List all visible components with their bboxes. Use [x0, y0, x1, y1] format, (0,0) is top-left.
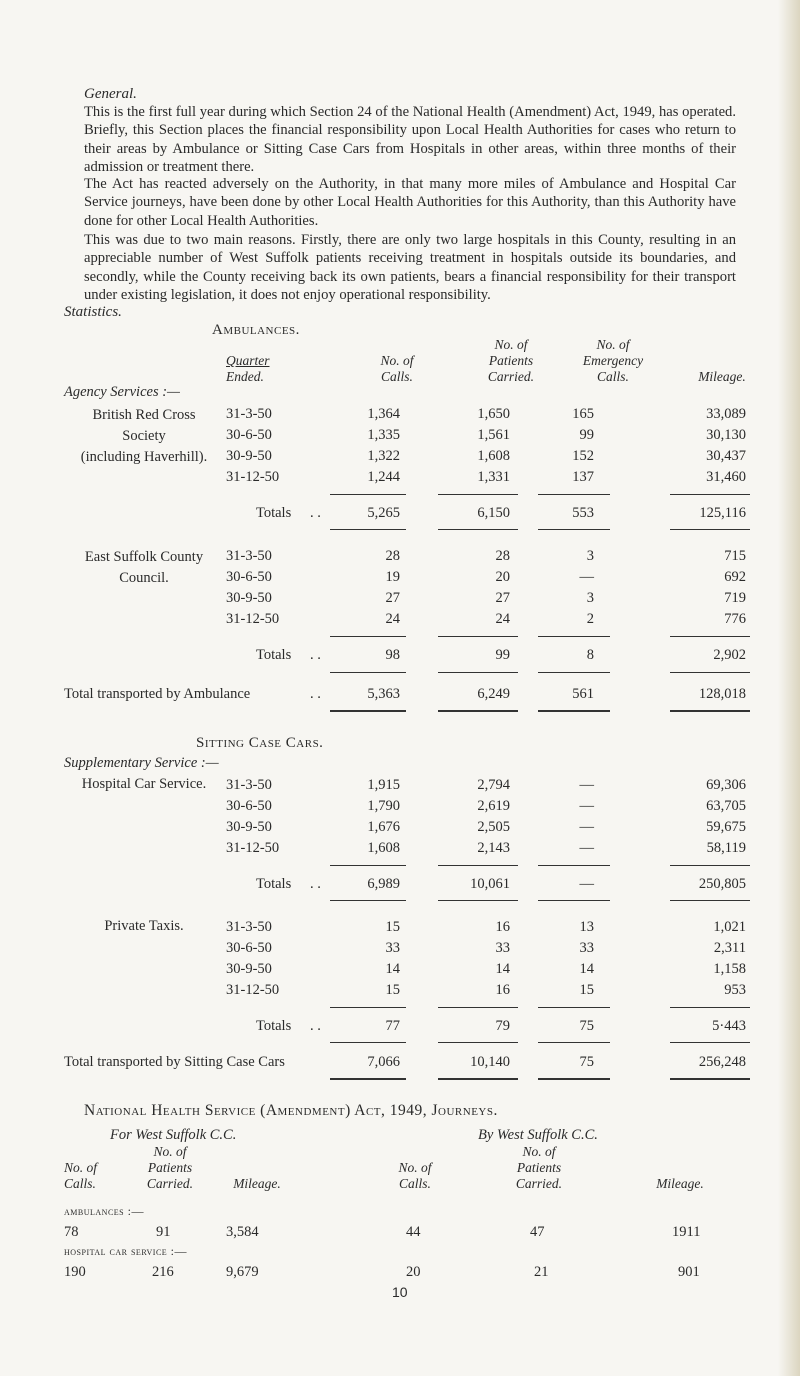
header-calls: No. of Calls.	[380, 353, 414, 384]
group-label-red-cross: British Red Cross Society (including Haverhill).	[80, 407, 208, 465]
header-quarter: Quarter Ended.	[226, 353, 270, 384]
by-west-suffolk-label: By West Suffolk C.C.	[478, 1127, 598, 1143]
nhs-title: National Health Service (Amendment) Act, 1949, Journeys.	[84, 1102, 498, 1119]
statistics-heading: Statistics.	[64, 304, 122, 320]
ambulances-sub-label: ambulances :—	[64, 1204, 144, 1218]
sum-rule	[330, 529, 406, 530]
nhs-header-calls-by: No. of Calls.	[398, 1160, 432, 1191]
sum-rule	[330, 710, 406, 712]
sum-rule	[538, 494, 610, 495]
page-number: 10	[392, 1284, 408, 1300]
sum-rule	[670, 636, 750, 637]
paragraph-1: This is the first full year during which Section 24 of the National Health (Amendment) Act, 1949, has operated. Briefly, this Section places the financial responsibility upon Local Health Authorities for cases who return to their areas by Ambulance or Sitting Case Cars from Hospitals in other areas, within three months of their admission or treatment there.	[84, 104, 736, 176]
header-mileage: Mileage.	[698, 369, 746, 384]
sum-rule	[670, 494, 750, 495]
nhs-header-patients-for: No. of Patients Carried.	[146, 1144, 194, 1191]
document-page: General. This is the first full year during which Section 24 of the National Health (Amendment) Act, 1949, has operated. Briefly, this Section places the financial responsibility upon Local Health Authorities for cases who return to their areas by Ambulance or Sitting Case Cars from Hospitals in other areas, within three months of their admission or treatment there. The Act has reacted adversely on the Authority, in that many more miles of Ambulance and Hospital Car Service journeys, have been done by other Local Health Authorities for this Authority, than this Authority have done for other Local Health Authorities. This was due to two main reasons. Firstly, there are only two large hospitals in this County, resulting in an appreciable number of West Suffolk patients receiving treatment in hospitals outside its boundaries, and secondly, while the County receiving back its own patients, bears a financial responsibility for their transport under existing legislation, it does not enjoy operational responsibility. Statistics. Ambulances. Quarter Ended. No. of Calls. No. of Patients Carried. No. of Emergency Calls. Mileage. Agency Services :— British Red Cross Society (including Haverhill). 31-3-50 1,364 1,650 165 33,089 30-6-50 1,335 1,561 99 30,130 30-9-50 1,322 1,608 152 30,437 31-12-50 1,244 1,331 137 31,460 Totals . . 5,265 6,150 553 125,116 East Suffolk County Council. 31-3-50 28 28 3 715 30-6-50 19 20 — 692 30-9-50 27 27 3 719 31-12-50 24 24 2 776 Totals . . 98 99 8 2,902 Total transported by Ambulance . . 5,363 6,249 561 128,018 Sitting Case Cars. Supplementary Service :— Hospital Car Service. 31-3-50 1,915 2,794 — 69,306 30-6-50 1,790 2,619 — 63,705 30-9-50 1,676 2,505 — 59,675 31-12-50 1,608 2,143 — 58,119 Totals . . 6,989 10,061 — 250,805 Private Taxis. 31-3-50 15 16 13 1,021 30-6-50 33 33 33 2,311 30-9-50 14 14 14 1,158 31-12-50 15 16 15 953 Totals . . 77 79 75 5·443 Total transported by Sitting Case Cars 7,066 10,140 75 256,248 National Health Service (Amendment) Act, 1949, Journeys. For West Suffolk C.C. By West Suffolk C.C. No. of Calls. No. of Patients Carried. Mileage. No. of Calls. No. of Patients Carried. Mileage. ambulances :— 78 91 3,584 44 47 1911 hospital car service :— 190 216 9,679 20 21 901 10	[0, 0, 800, 1376]
sum-rule	[330, 672, 406, 673]
paragraph-2: The Act has reacted adversely on the Authority, in that many more miles of Ambulance and Hospital Car Service journeys, have been done by other Local Health Authorities for this Authority, than this Authority have done for other Local Health Authorities.	[84, 176, 736, 229]
sum-rule	[538, 900, 610, 901]
sum-rule	[670, 672, 750, 673]
sum-rule	[438, 710, 518, 712]
sum-rule	[330, 900, 406, 901]
supplementary-label: Supplementary Service :—	[64, 755, 219, 771]
sum-rule	[538, 865, 610, 866]
header-patients: No. of Patients Carried.	[487, 337, 535, 384]
sum-rule	[670, 1042, 750, 1043]
header-emergency: No. of Emergency Calls.	[582, 337, 644, 384]
sum-rule	[538, 672, 610, 673]
paragraph-3: This was due to two main reasons. Firstly, there are only two large hospitals in this County, resulting in an appreciable number of West Suffolk patients receiving treatment in hospitals outside its boundaries, and secondly, while the County receiving back its own patients, bears a financial responsibility for their transport under existing legislation, it does not enjoy operational responsibility.	[84, 232, 736, 304]
sum-rule	[538, 636, 610, 637]
page-edge-shadow	[778, 0, 800, 1376]
sum-rule	[438, 1078, 518, 1080]
nhs-header-mileage-for: Mileage.	[233, 1176, 281, 1191]
sum-rule	[438, 494, 518, 495]
sum-rule	[438, 1007, 518, 1008]
group-label-east-suffolk: East Suffolk County Council.	[84, 549, 204, 586]
agency-label: Agency Services :—	[64, 384, 180, 400]
sum-rule	[670, 900, 750, 901]
sum-rule	[438, 636, 518, 637]
sum-rule	[670, 529, 750, 530]
sum-rule	[670, 1078, 750, 1080]
group-label-hospital-car: Hospital Car Service.	[81, 776, 207, 792]
sum-rule	[538, 529, 610, 530]
nhs-header-patients-by: No. of Patients Carried.	[515, 1144, 563, 1191]
sitting-title: Sitting Case Cars.	[196, 735, 324, 751]
sum-rule	[538, 710, 610, 712]
hospital-car-sub-label: hospital car service :—	[64, 1244, 188, 1258]
for-west-suffolk-label: For West Suffolk C.C.	[110, 1127, 237, 1143]
sum-rule	[670, 865, 750, 866]
sum-rule	[438, 529, 518, 530]
sum-rule	[330, 494, 406, 495]
sum-rule	[330, 636, 406, 637]
general-heading: General.	[84, 86, 137, 102]
group-label-private-taxis: Private Taxis.	[104, 918, 184, 934]
sum-rule	[538, 1007, 610, 1008]
sum-rule	[670, 710, 750, 712]
ambulances-title: Ambulances.	[212, 322, 300, 338]
sum-rule	[438, 672, 518, 673]
sum-rule	[330, 1007, 406, 1008]
sum-rule	[538, 1078, 610, 1080]
sum-rule	[670, 1007, 750, 1008]
sum-rule	[438, 865, 518, 866]
sum-rule	[330, 1078, 406, 1080]
sum-rule	[438, 900, 518, 901]
sum-rule	[538, 1042, 610, 1043]
sum-rule	[330, 865, 406, 866]
nhs-header-calls-for: No. of Calls.	[64, 1160, 98, 1191]
nhs-header-mileage-by: Mileage.	[656, 1176, 704, 1191]
sum-rule	[330, 1042, 406, 1043]
sum-rule	[438, 1042, 518, 1043]
